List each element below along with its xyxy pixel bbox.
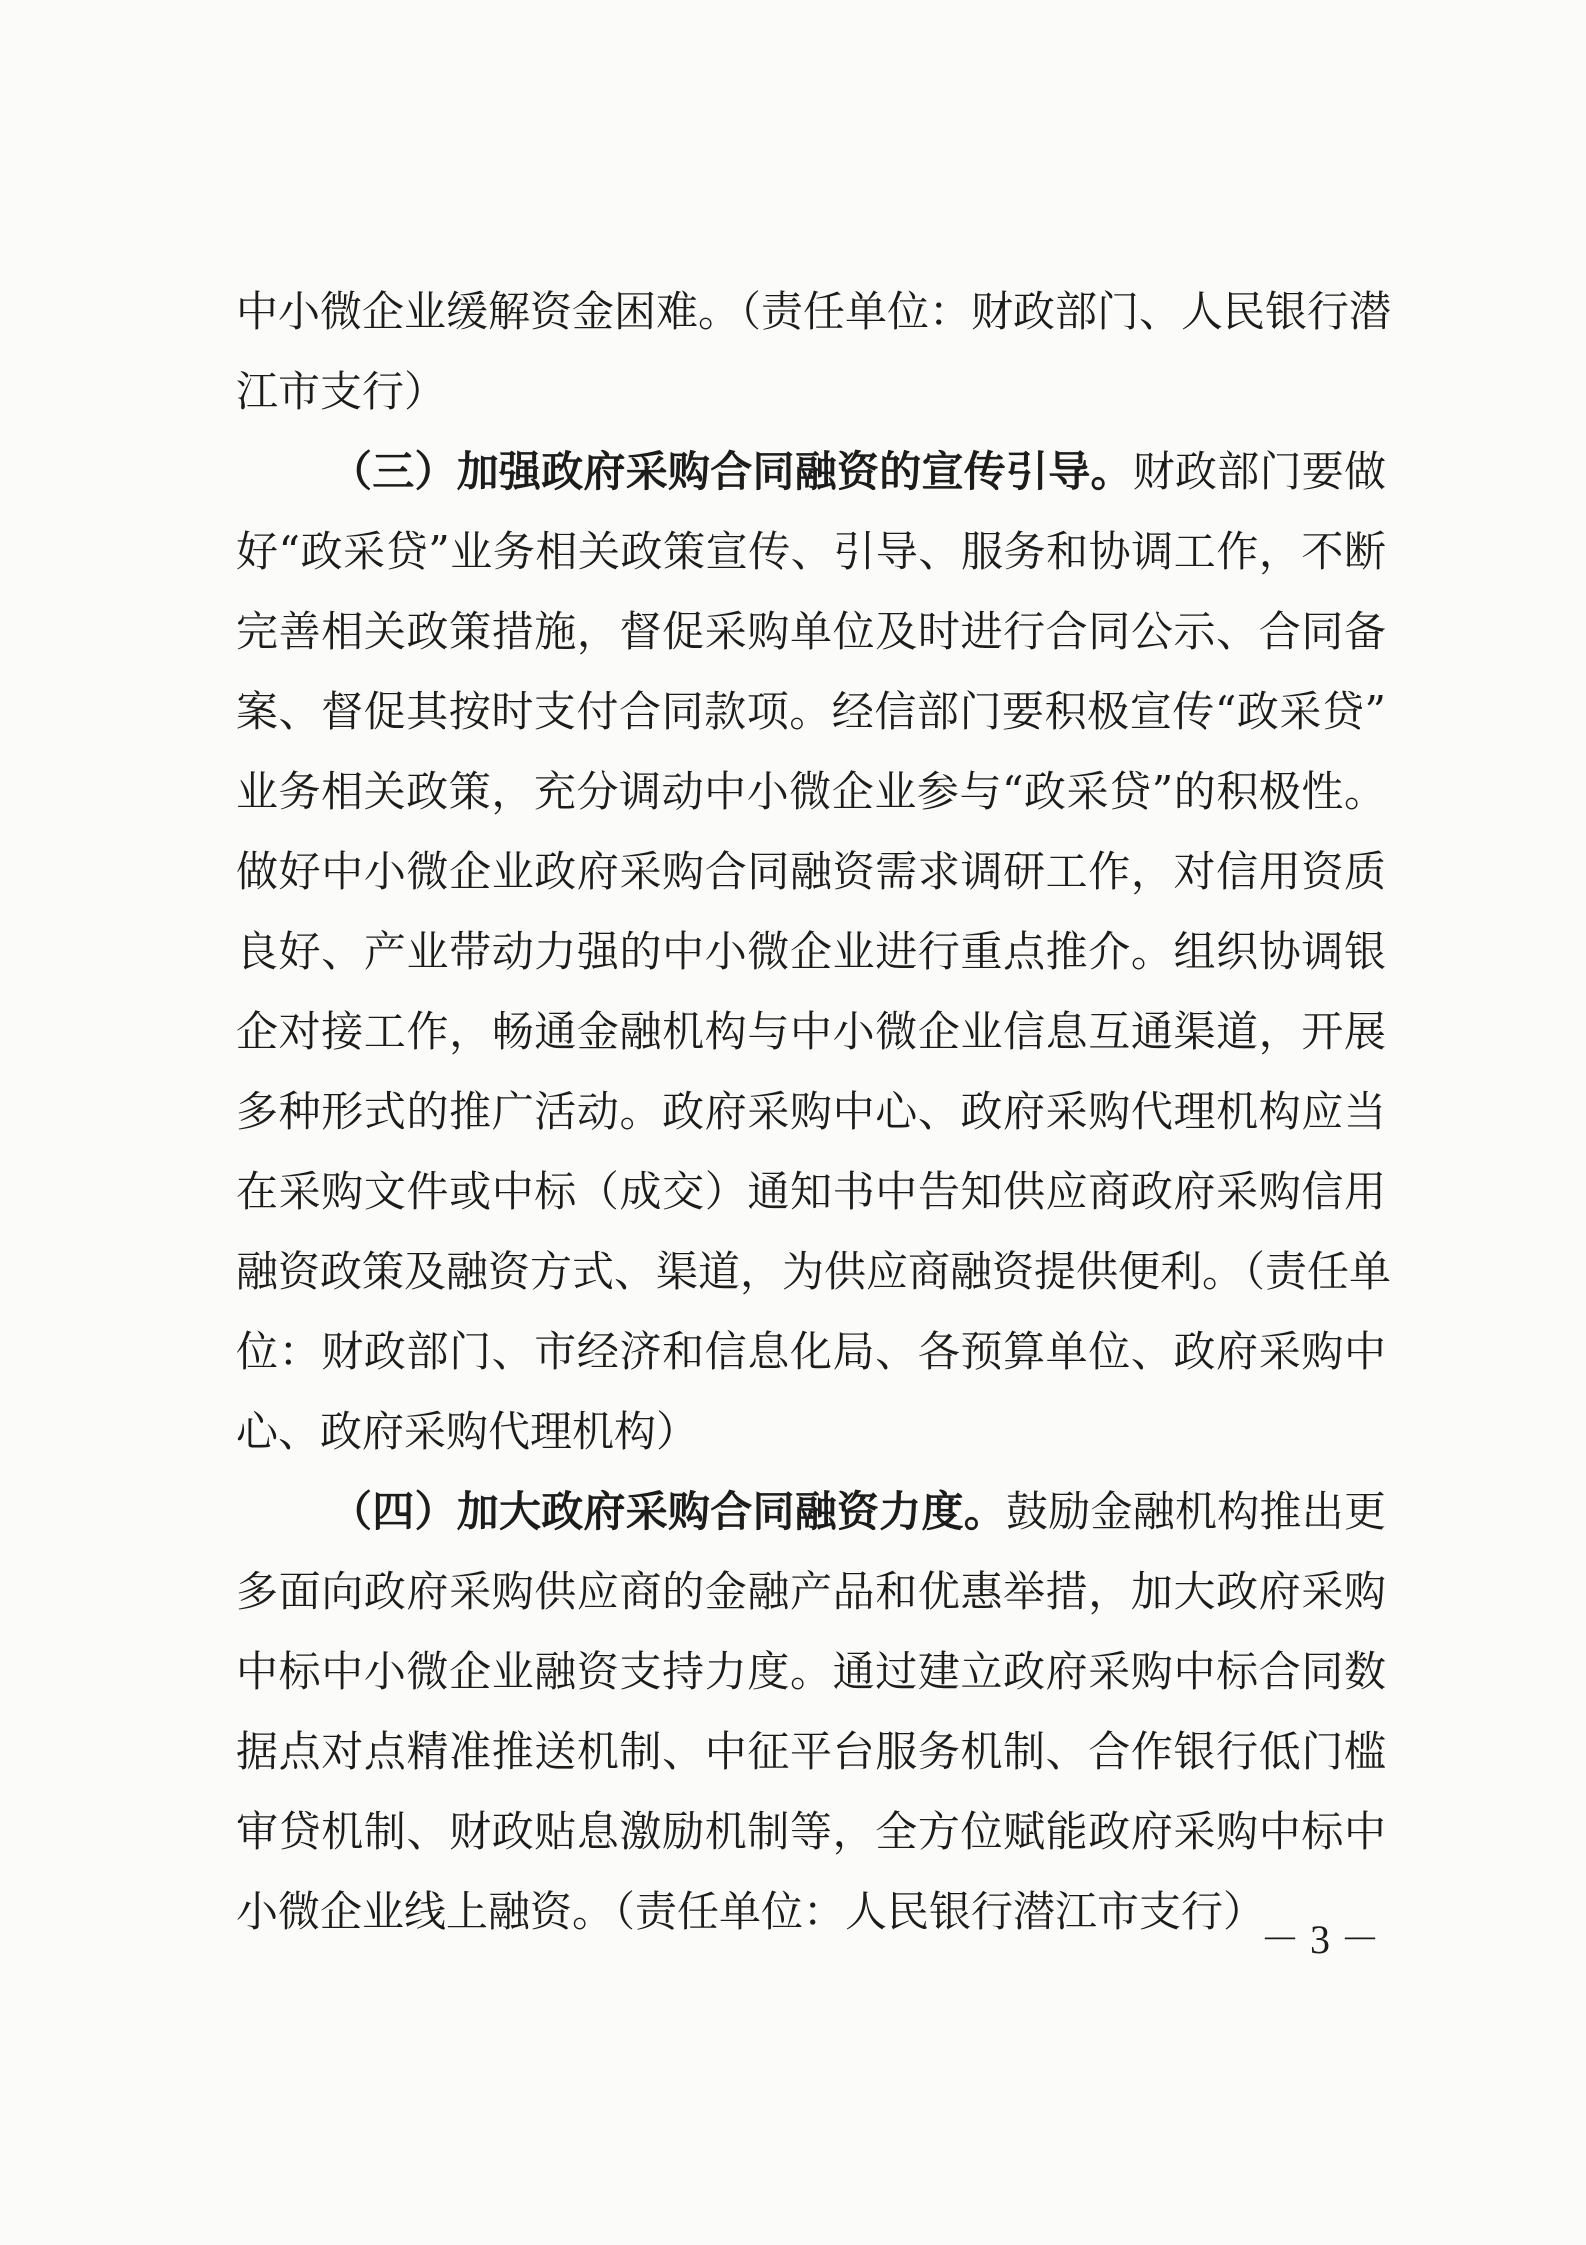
body-line: 小微企业线上融资。（责任单位：人民银行潜江市支行） [236,1887,1266,1936]
body-line: 案、督促其按时支付合同款项。经信部门要积极宣传“政采贷” [236,687,1386,736]
body-line: 做好中小微企业政府采购合同融资需求调研工作，对信用资质 [236,847,1386,896]
body-line: 位：财政部门、市经济和信息化局、各预算单位、政府采购中 [236,1327,1386,1376]
body-line: 多面向政府采购供应商的金融产品和优惠举措，加大政府采购 [236,1567,1386,1616]
body-line: 融资政策及融资方式、渠道，为供应商融资提供便利。（责任单 [236,1247,1392,1296]
page-number: － 3 － [1260,1917,1380,1962]
body-line: 中小微企业缓解资金困难。（责任单位：财政部门、人民银行潜 [236,287,1392,336]
section-4-heading: （四）加大政府采购合同融资力度。 [330,1487,1006,1536]
section-3-first-line [330,432,1386,512]
body-line: 多种形式的推广活动。政府采购中心、政府采购代理机构应当 [236,1087,1386,1136]
section-4-first-line [330,1472,1386,1552]
body-line: 在采购文件或中标（成交）通知书中告知供应商政府采购信用 [236,1167,1386,1216]
body-line: 完善相关政策措施，督促采购单位及时进行合同公示、合同备 [236,607,1386,656]
body-line: 中标中小微企业融资支持力度。通过建立政府采购中标合同数 [236,1647,1386,1696]
body-line: 企对接工作，畅通金融机构与中小微企业信息互通渠道，开展 [236,1007,1386,1056]
body-line: 江市支行） [236,367,447,416]
section-3-text: 财政部门要做 [1132,447,1386,496]
body-line: 良好、产业带动力强的中小微企业进行重点推介。组织协调银 [236,927,1386,976]
body-line: 据点对点精准推送机制、中征平台服务机制、合作银行低门槛 [236,1727,1386,1776]
body-line: 心、政府采购代理机构） [236,1407,699,1456]
body-line: 审贷机制、财政贴息激励机制等，全方位赋能政府采购中标中 [236,1807,1386,1856]
body-line: 业务相关政策，充分调动中小微企业参与“政采贷”的积极性。 [236,767,1386,816]
section-3-heading: （三）加强政府采购合同融资的宣传引导。 [330,447,1133,496]
body-line: 好“政采贷”业务相关政策宣传、引导、服务和协调工作，不断 [236,527,1386,576]
section-4-text: 鼓励金融机构推出更 [1005,1487,1386,1536]
